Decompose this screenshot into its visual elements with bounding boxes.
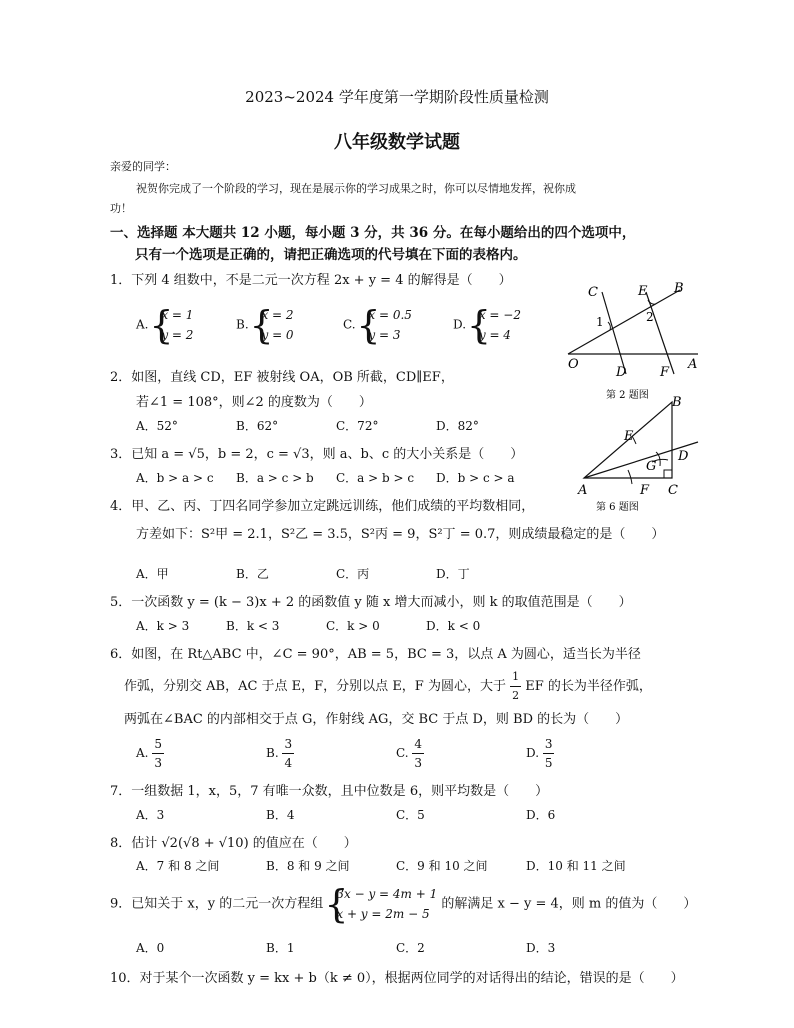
q7-option-c: C．5: [396, 808, 425, 822]
q7-option-d: D．6: [526, 808, 556, 822]
fig2-angle1-arc: [608, 322, 610, 330]
q6-d-num: 3: [543, 735, 555, 754]
q1-d-eq2: y = 4: [478, 328, 511, 342]
q1-b-eq1: { x = 2: [261, 308, 294, 322]
q6-c-num: 4: [412, 735, 424, 754]
q9-option-d: D．3: [526, 941, 556, 955]
q6-half-den: 2: [512, 689, 520, 702]
fig6-arc-f: [628, 470, 632, 484]
exam-title: 2023~2024 学年度第一学期阶段性质量检测: [245, 88, 549, 106]
q6-option-b: [266, 735, 294, 772]
q6-c-label: C.: [396, 746, 409, 760]
q5-option-d: D．k < 0: [426, 619, 481, 633]
q1-d-label: D.: [453, 317, 467, 332]
q1-c-system: [359, 305, 412, 345]
q6-c-fraction: [412, 735, 424, 772]
exam-subtitle: 八年级数学试题: [334, 132, 460, 153]
q6-line2: [124, 668, 652, 705]
q1-stem: 1．下列 4 组数中，不是二元一次方程 2x + y = 4 的解得是（ ）: [110, 273, 512, 288]
q6-line1: 6．如图，在 Rt△ABC 中，∠C = 90°，AB = 5，BC = 3，以点 A 为圆心，适当长为半径: [110, 647, 641, 662]
q6-d-label: D.: [526, 746, 540, 760]
q6-a-fraction: [152, 735, 164, 772]
q1-b-label: B.: [236, 317, 249, 332]
q1-option-a: [136, 305, 193, 345]
greeting-line1: 祝贺你完成了一个阶段的学习，现在是展示你的学习成果之时，你可以尽情地发挥，祝你成: [136, 182, 576, 195]
q1-a-label: A.: [136, 317, 149, 332]
fig2-label-c: C: [588, 285, 598, 300]
q6-d-den: 5: [544, 756, 553, 770]
q9-option-b: B．1: [266, 941, 295, 955]
q6-a-label: A.: [136, 746, 149, 760]
q5-option-c: C．k > 0: [326, 619, 380, 633]
q9-system: [327, 884, 437, 924]
q1-b-eq2: y = 0: [261, 328, 294, 342]
q3-option-a: A．b > a > c: [136, 471, 214, 485]
fig2-ray-ob: [568, 290, 680, 354]
q3-option-d: D．b > c > a: [436, 471, 515, 485]
q10-stem: 10．对于某个一次函数 y = kx + b（k ≠ 0），根据两位同学的对话得出的结论，错误的是（ ）: [110, 971, 684, 986]
q6-a-num: 5: [152, 735, 164, 754]
q9-suffix: 的解满足 x − y = 4，则 m 的值为（ ）: [441, 896, 697, 912]
q4-line1: 4．甲、乙、丙、丁四名同学参加立定跳远训练，他们成绩的平均数相同，: [110, 499, 535, 514]
greeting-line2: 功！: [110, 202, 132, 215]
q1-option-b: [236, 305, 294, 345]
fig6-caption: 第 6 题图: [596, 502, 639, 512]
q8-option-a: A．7 和 8 之间: [136, 859, 220, 873]
q1-a-eq2: y = 2: [161, 328, 194, 342]
q6-line2-end: EF 的长为半径作弧，: [525, 679, 652, 694]
q1-option-c: [343, 305, 412, 345]
q8-option-c: C．9 和 10 之间: [396, 859, 488, 873]
q4-option-d: D．丁: [436, 567, 470, 581]
q1-c-eq2: y = 3: [368, 328, 401, 342]
q9-eq2: x + y = 2m − 5: [336, 907, 430, 921]
q4-option-c: C．丙: [336, 567, 370, 581]
q1-a-system: [152, 305, 193, 345]
fig6-label-a: A: [578, 483, 588, 498]
q5-stem: 5．一次函数 y = (k − 3)x + 2 的函数值 y 随 x 增大而减小，则 k 的取值范围是（ ）: [110, 595, 632, 610]
q6-c-den: 3: [414, 756, 423, 770]
q9-eq1: { 3x − y = 4m + 1: [336, 887, 438, 901]
fig2-line-ef: [646, 292, 674, 374]
q7-option-b: B．4: [266, 808, 295, 822]
q9-option-a: A．0: [136, 941, 165, 955]
q6-b-fraction: [282, 735, 294, 772]
fig6-label-e: E: [624, 429, 634, 444]
q6-option-c: [396, 735, 424, 772]
figure-q2: [562, 278, 702, 400]
fig6-label-g: G: [646, 459, 657, 474]
q5-option-a: A．k > 3: [136, 619, 190, 633]
q7-option-a: A．3: [136, 808, 165, 822]
q1-b-system: [252, 305, 293, 345]
q1-c-eq1: { x = 0.5: [368, 308, 412, 322]
q6-option-d: [526, 735, 554, 772]
q6-b-num: 3: [282, 735, 294, 754]
q1-a-eq1: { x = 1: [161, 308, 194, 322]
fig6-label-c: C: [668, 483, 678, 498]
q3-stem: 3．已知 a = √5，b = 2，c = √3，则 a、b、c 的大小关系是（ ）: [110, 447, 524, 462]
fig2-label-d: D: [616, 365, 627, 380]
q6-option-a: [136, 735, 164, 772]
q3-option-c: C．a > b > c: [336, 471, 415, 485]
q1-c-label: C.: [343, 317, 356, 332]
q1-option-d: [453, 305, 521, 345]
section1-line2: 只有一个选项是正确的，请把正确选项的代号填在下面的表格内。: [135, 247, 527, 263]
q4-option-b: B．乙: [236, 567, 269, 581]
q6-line3: 两弧在∠BAC 的内部相交于点 G，作射线 AG，交 BC 于点 D，则 BD 的长为（ ）: [124, 712, 629, 727]
q7-stem: 7．一组数据 1，x，5，7 有唯一众数，且中位数是 6，则平均数是（ ）: [110, 784, 549, 799]
fig6-right-angle: [664, 470, 672, 478]
q2-line1: 2．如图，直线 CD，EF 被射线 OA，OB 所截，CD∥EF，: [110, 370, 454, 385]
q1-d-eq1: { x = −2: [478, 308, 521, 322]
q9-prefix: 9．已知关于 x，y 的二元一次方程组: [110, 896, 324, 912]
fig2-label-angle2: 2: [646, 310, 654, 324]
fig2-label-f: F: [660, 365, 670, 380]
q6-line2-start: 作弧，分别交 AB，AC 于点 E，F，分别以点 E，F 为圆心，大于: [124, 679, 506, 694]
q6-b-den: 4: [284, 756, 293, 770]
q5-option-b: B．k < 3: [226, 619, 280, 633]
q1-d-system: [470, 305, 521, 345]
q9-option-c: C．2: [396, 941, 425, 955]
q6-a-den: 3: [154, 756, 162, 770]
q6-b-label: B.: [266, 746, 279, 760]
fig2-caption: 第 2 题图: [606, 390, 649, 400]
fig2-label-o: O: [568, 357, 579, 372]
q4-line2: 方差如下：S²甲 = 2.1，S²乙 = 3.5，S²丙 = 9，S²丁 = 0.7，则成绩最稳定的是（ ）: [136, 527, 665, 542]
fig6-label-f: F: [640, 483, 650, 498]
fig6-label-b: B: [672, 395, 682, 410]
q2-option-a: A．52°: [136, 419, 178, 433]
fig2-label-angle1: 1: [596, 315, 604, 329]
q6-d-fraction: [543, 735, 555, 772]
q8-stem: 8．估计 √2(√8 + √10) 的值应在（ ）: [110, 836, 357, 851]
q2-option-b: B．62°: [236, 419, 279, 433]
fig2-label-b: B: [674, 281, 684, 296]
figure-q6: [574, 394, 702, 512]
q6-half-num: 1: [510, 668, 521, 687]
q2-option-c: C．72°: [336, 419, 379, 433]
q3-option-b: B．a > c > b: [236, 471, 314, 485]
q8-option-b: B．8 和 9 之间: [266, 859, 350, 873]
section1-line1: 一、选择题 本大题共 12 小题，每小题 3 分，共 36 分。在每小题给出的四个选项中，: [110, 225, 636, 241]
q4-option-a: A．甲: [136, 567, 169, 581]
fig2-label-a: A: [688, 357, 698, 372]
q6-half-fraction: [510, 668, 521, 705]
q2-line2: 若∠1 = 108°，则∠2 的度数为（ ）: [136, 395, 372, 410]
q8-option-d: D．10 和 11 之间: [526, 859, 626, 873]
fig2-label-e: E: [638, 284, 648, 299]
q9-stem: [110, 884, 696, 924]
fig6-label-d: D: [678, 449, 689, 464]
greeting-salutation: 亲爱的同学：: [110, 160, 176, 173]
q2-option-d: D．82°: [436, 419, 479, 433]
